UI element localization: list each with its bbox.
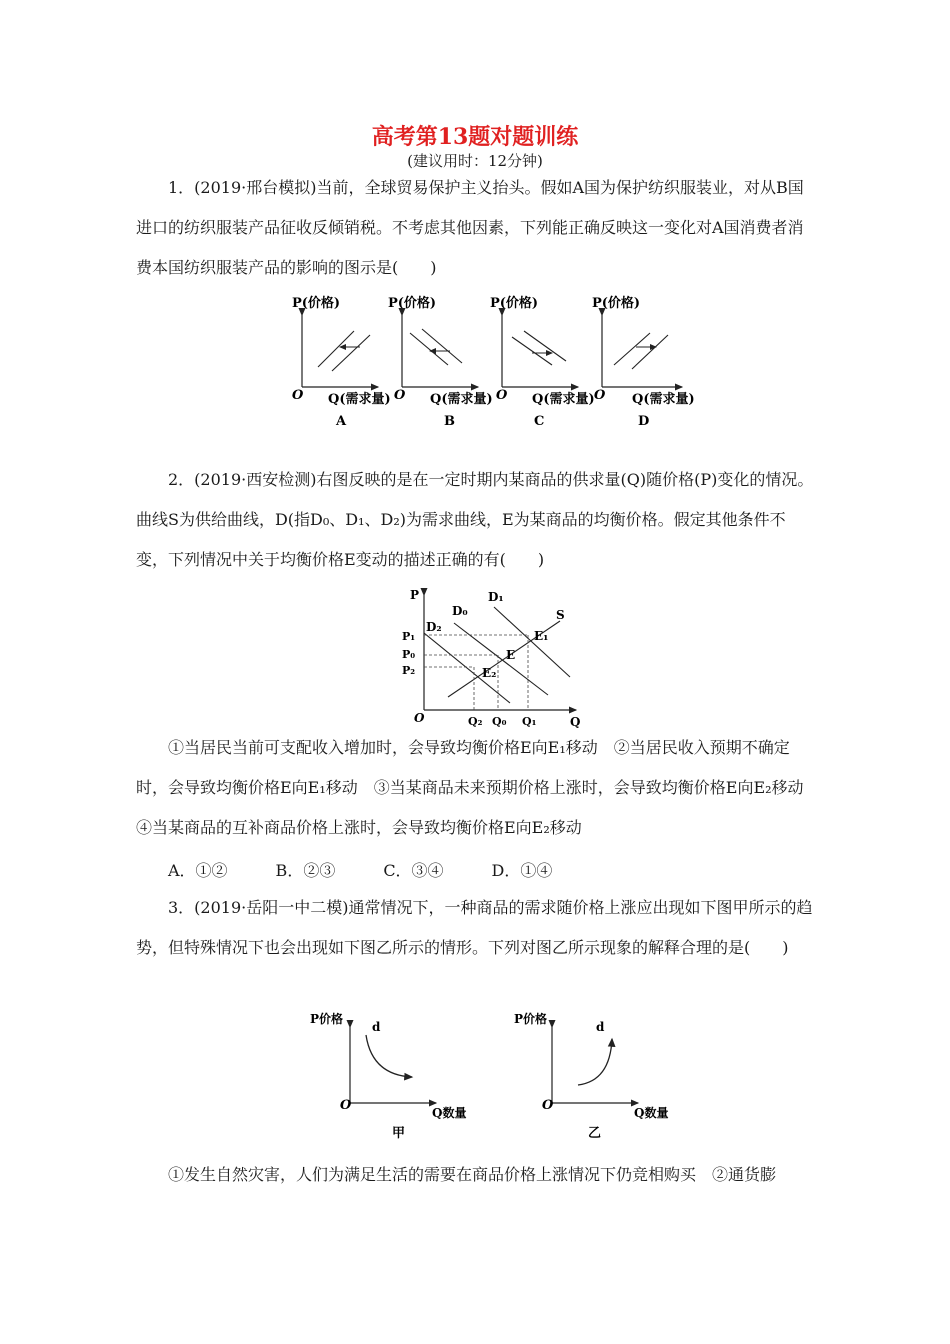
yi-label: 乙 xyxy=(588,1126,602,1140)
question-1-text: 1．(2019·邢台模拟)当前，全球贸易保护主义抬头。假如A国为保护纺织服装业，对从B国进口的纺织服装产品征收反倾销税。不考虑其他因素，下列能正确反映这一变化对A国消费者消费本国纺织服装产品的影响的图示是( ) xyxy=(136,178,804,277)
q2-label: Q₂ xyxy=(468,715,483,728)
supply-label: S xyxy=(556,608,565,622)
graph-a-ylabel: P(价格) xyxy=(292,296,341,311)
q1-graph-b xyxy=(388,295,493,429)
graph-b-xlabel: Q(需求量) xyxy=(430,392,493,407)
graph-a-xlabel: Q(需求量) xyxy=(328,392,391,407)
p2-label: P₂ xyxy=(402,664,416,677)
jia-xlabel: Q数量 xyxy=(432,1106,467,1120)
question-3-text: 3．(2019·岳阳一中二模)通常情况下，一种商品的需求随价格上涨应出现如下图甲所示的趋势，但特殊情况下也会出现如下图乙所示的情形。下列对图乙所示现象的解释合理的是( ) xyxy=(136,898,813,957)
yi-xlabel: Q数量 xyxy=(634,1106,669,1120)
jia-demand-curve xyxy=(366,1035,412,1077)
p0-label: P₀ xyxy=(402,648,416,661)
graph-d-label: D xyxy=(638,414,650,429)
demand-curve-d2 xyxy=(424,633,510,703)
question-2-text: 2．(2019·西安检测)右图反映的是在一定时期内某商品的供求量(Q)随价格(P)变化的情况。曲线S为供给曲线，D(指D₀、D₁、D₂)为需求曲线，E为某商品的均衡价格。假定其他条件不变，下列情况中关于均衡价格E变动的描述正确的有( ) xyxy=(136,470,814,569)
d1-label: D₁ xyxy=(488,590,504,604)
jia-ylabel: P价格 xyxy=(310,1012,344,1026)
graph-c-label: C xyxy=(534,414,545,429)
graph-b-origin: O xyxy=(394,388,406,403)
yi-ylabel: P价格 xyxy=(514,1012,548,1026)
q1-label: Q₁ xyxy=(522,715,537,728)
graph-a-label: A xyxy=(336,414,347,429)
yi-demand-curve xyxy=(578,1039,612,1085)
jia-curve-label: d xyxy=(372,1020,381,1034)
graph-c-xlabel: Q(需求量) xyxy=(532,392,595,407)
e-label: E xyxy=(506,648,516,662)
graph-a-origin: O xyxy=(292,388,304,403)
graph-b-label: B xyxy=(444,414,455,429)
page-title: 高考第13题对题训练 xyxy=(371,124,579,150)
d0-label: D₀ xyxy=(452,604,468,618)
q3-graph-jia xyxy=(300,1005,480,1140)
e2-label: E₂ xyxy=(482,666,497,680)
q0-label: Q₀ xyxy=(492,715,507,728)
e1-label: E₁ xyxy=(534,629,549,643)
question-2-options: A．①② B．②③ C．③④ D．①④ xyxy=(168,861,553,880)
d2-label: D₂ xyxy=(426,620,442,634)
q1-graph-d xyxy=(592,295,695,429)
graph-b-ylabel: P(价格) xyxy=(388,296,437,311)
jia-label: 甲 xyxy=(392,1126,406,1140)
axis-p-label: P xyxy=(410,588,420,602)
origin-label: O xyxy=(414,711,425,725)
jia-origin: O xyxy=(340,1098,352,1113)
graph-d-ylabel: P(价格) xyxy=(592,296,641,311)
time-suggestion: (建议用时：12分钟) xyxy=(407,152,543,170)
q1-graph-a xyxy=(292,295,391,429)
q2-supply-demand-graph xyxy=(398,585,588,730)
yi-curve-label: d xyxy=(596,1020,605,1034)
yi-origin: O xyxy=(542,1098,554,1113)
p1-label: P₁ xyxy=(402,630,416,643)
question-2-statements: ①当居民当前可支配收入增加时，会导致均衡价格E向E₁移动 ②当居民收入预期不确定时，会导致均衡价格E向E₁移动 ③当某商品未来预期价格上涨时，会导致均衡价格E向E₂移动 ④当某商品的互补商品价格上涨时，会导致均衡价格E向E₂移动 xyxy=(136,738,820,837)
question-3-statements: ①发生自然灾害，人们为满足生活的需要在商品价格上涨情况下仍竞相购买 ②通货膨 xyxy=(168,1165,777,1184)
q3-graph-yi xyxy=(504,1005,684,1140)
graph-c-ylabel: P(价格) xyxy=(490,296,539,311)
graph-c-origin: O xyxy=(496,388,508,403)
q1-graphs xyxy=(270,285,710,435)
axis-q-label: Q xyxy=(570,715,581,729)
q1-graph-c xyxy=(490,295,595,429)
graph-d-xlabel: Q(需求量) xyxy=(632,392,695,407)
graph-d-origin: O xyxy=(594,388,606,403)
